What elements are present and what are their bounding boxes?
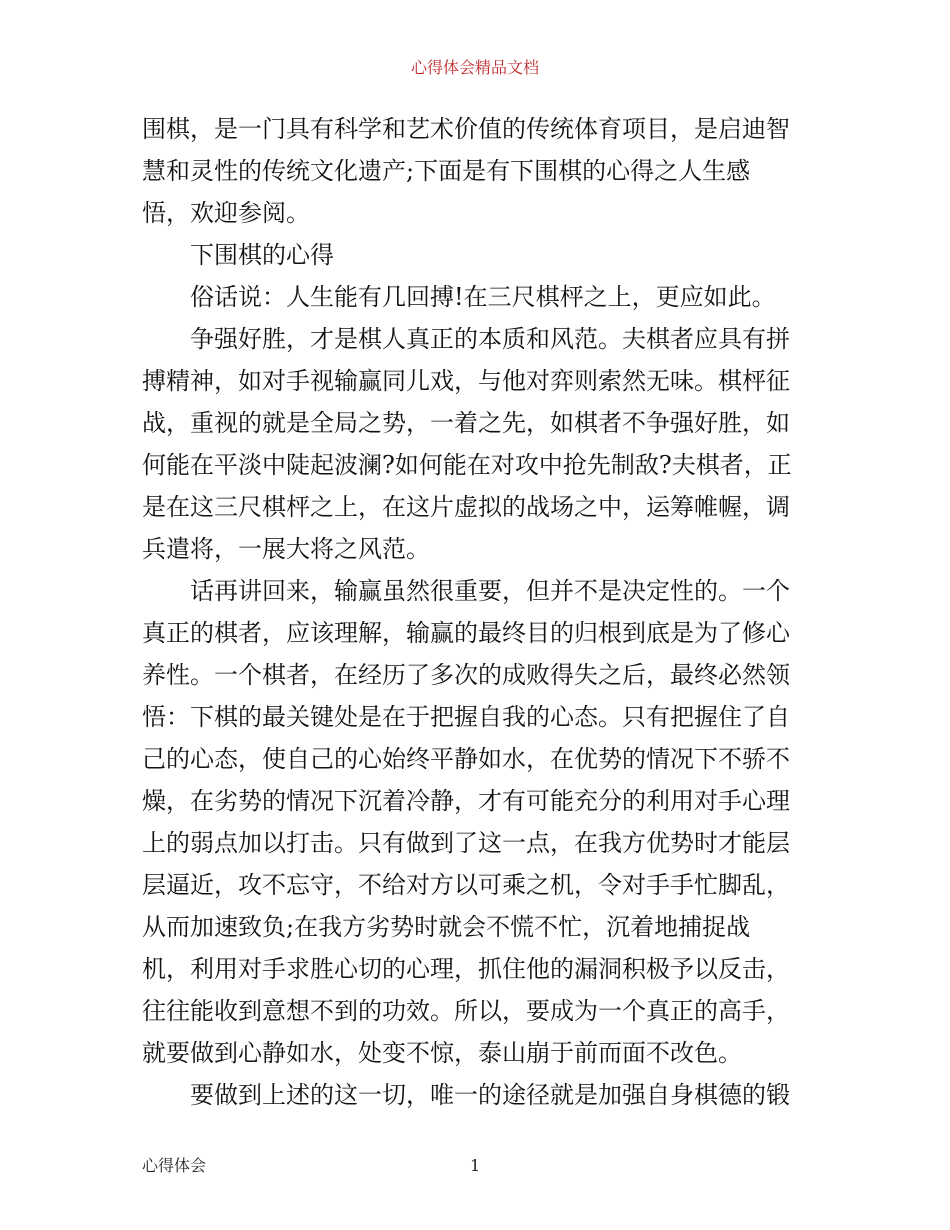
body-line: 层逼近，攻不忘守，不给对方以可乘之机，令对手手忙脚乱，	[142, 871, 790, 899]
body-line: 是在这三尺棋枰之上，在这片虚拟的战场之中，运筹帷幄，调	[142, 493, 790, 521]
body-line: 悟，欢迎参阅。	[142, 199, 310, 227]
body-line: 养性。一个棋者，在经历了多次的成败得失之后，最终必然领	[142, 661, 790, 689]
body-line: 从而加速致负;在我方劣势时就会不慌不忙，沉着地捕捉战	[142, 913, 751, 941]
body-line: 何能在平淡中陡起波澜?如何能在对攻中抢先制敌?夫棋者，正	[142, 451, 792, 479]
body-line: 兵遣将，一展大将之风范。	[142, 535, 430, 563]
body-line: 争强好胜，才是棋人真正的本质和风范。夫棋者应具有拼	[190, 325, 790, 353]
page-footer-label: 心得体会	[142, 1156, 207, 1175]
body-line: 就要做到心静如水，处变不惊，泰山崩于前而面不改色。	[142, 1039, 742, 1067]
body-line: 慧和灵性的传统文化遗产;下面是有下围棋的心得之人生感	[142, 157, 751, 185]
body-line: 上的弱点加以打击。只有做到了这一点，在我方优势时才能层	[142, 829, 790, 857]
body-line: 往往能收到意想不到的功效。所以，要成为一个真正的高手，	[142, 997, 790, 1025]
body-line: 己的心态，使自己的心始终平静如水，在优势的情况下不骄不	[142, 745, 790, 773]
page-number: 1	[470, 1156, 481, 1175]
body-line: 搏精神，如对手视输赢同儿戏，与他对弈则索然无味。棋枰征	[142, 367, 790, 395]
body-line: 话再讲回来，输赢虽然很重要，但并不是决定性的。一个	[190, 577, 790, 605]
section-heading: 下围棋的心得	[190, 241, 334, 269]
document-body	[142, 108, 812, 1116]
page-header-title: 心得体会精品文档	[410, 58, 539, 77]
body-line: 俗话说：人生能有几回搏!在三尺棋枰之上，更应如此。	[190, 283, 776, 311]
body-line: 围棋，是一门具有科学和艺术价值的传统体育项目，是启迪智	[142, 115, 790, 143]
body-line: 要做到上述的这一切，唯一的途径就是加强自身棋德的锻	[190, 1081, 790, 1109]
body-line: 机，利用对手求胜心切的心理，抓住他的漏洞积极予以反击，	[142, 955, 790, 983]
body-line: 战，重视的就是全局之势，一着之先，如棋者不争强好胜，如	[142, 409, 790, 437]
body-line: 燥，在劣势的情况下沉着冷静，才有可能充分的利用对手心理	[142, 787, 790, 815]
body-line: 真正的棋者，应该理解，输赢的最终目的归根到底是为了修心	[142, 619, 790, 647]
body-line: 悟：下棋的最关键处是在于把握自我的心态。只有把握住了自	[142, 703, 790, 731]
